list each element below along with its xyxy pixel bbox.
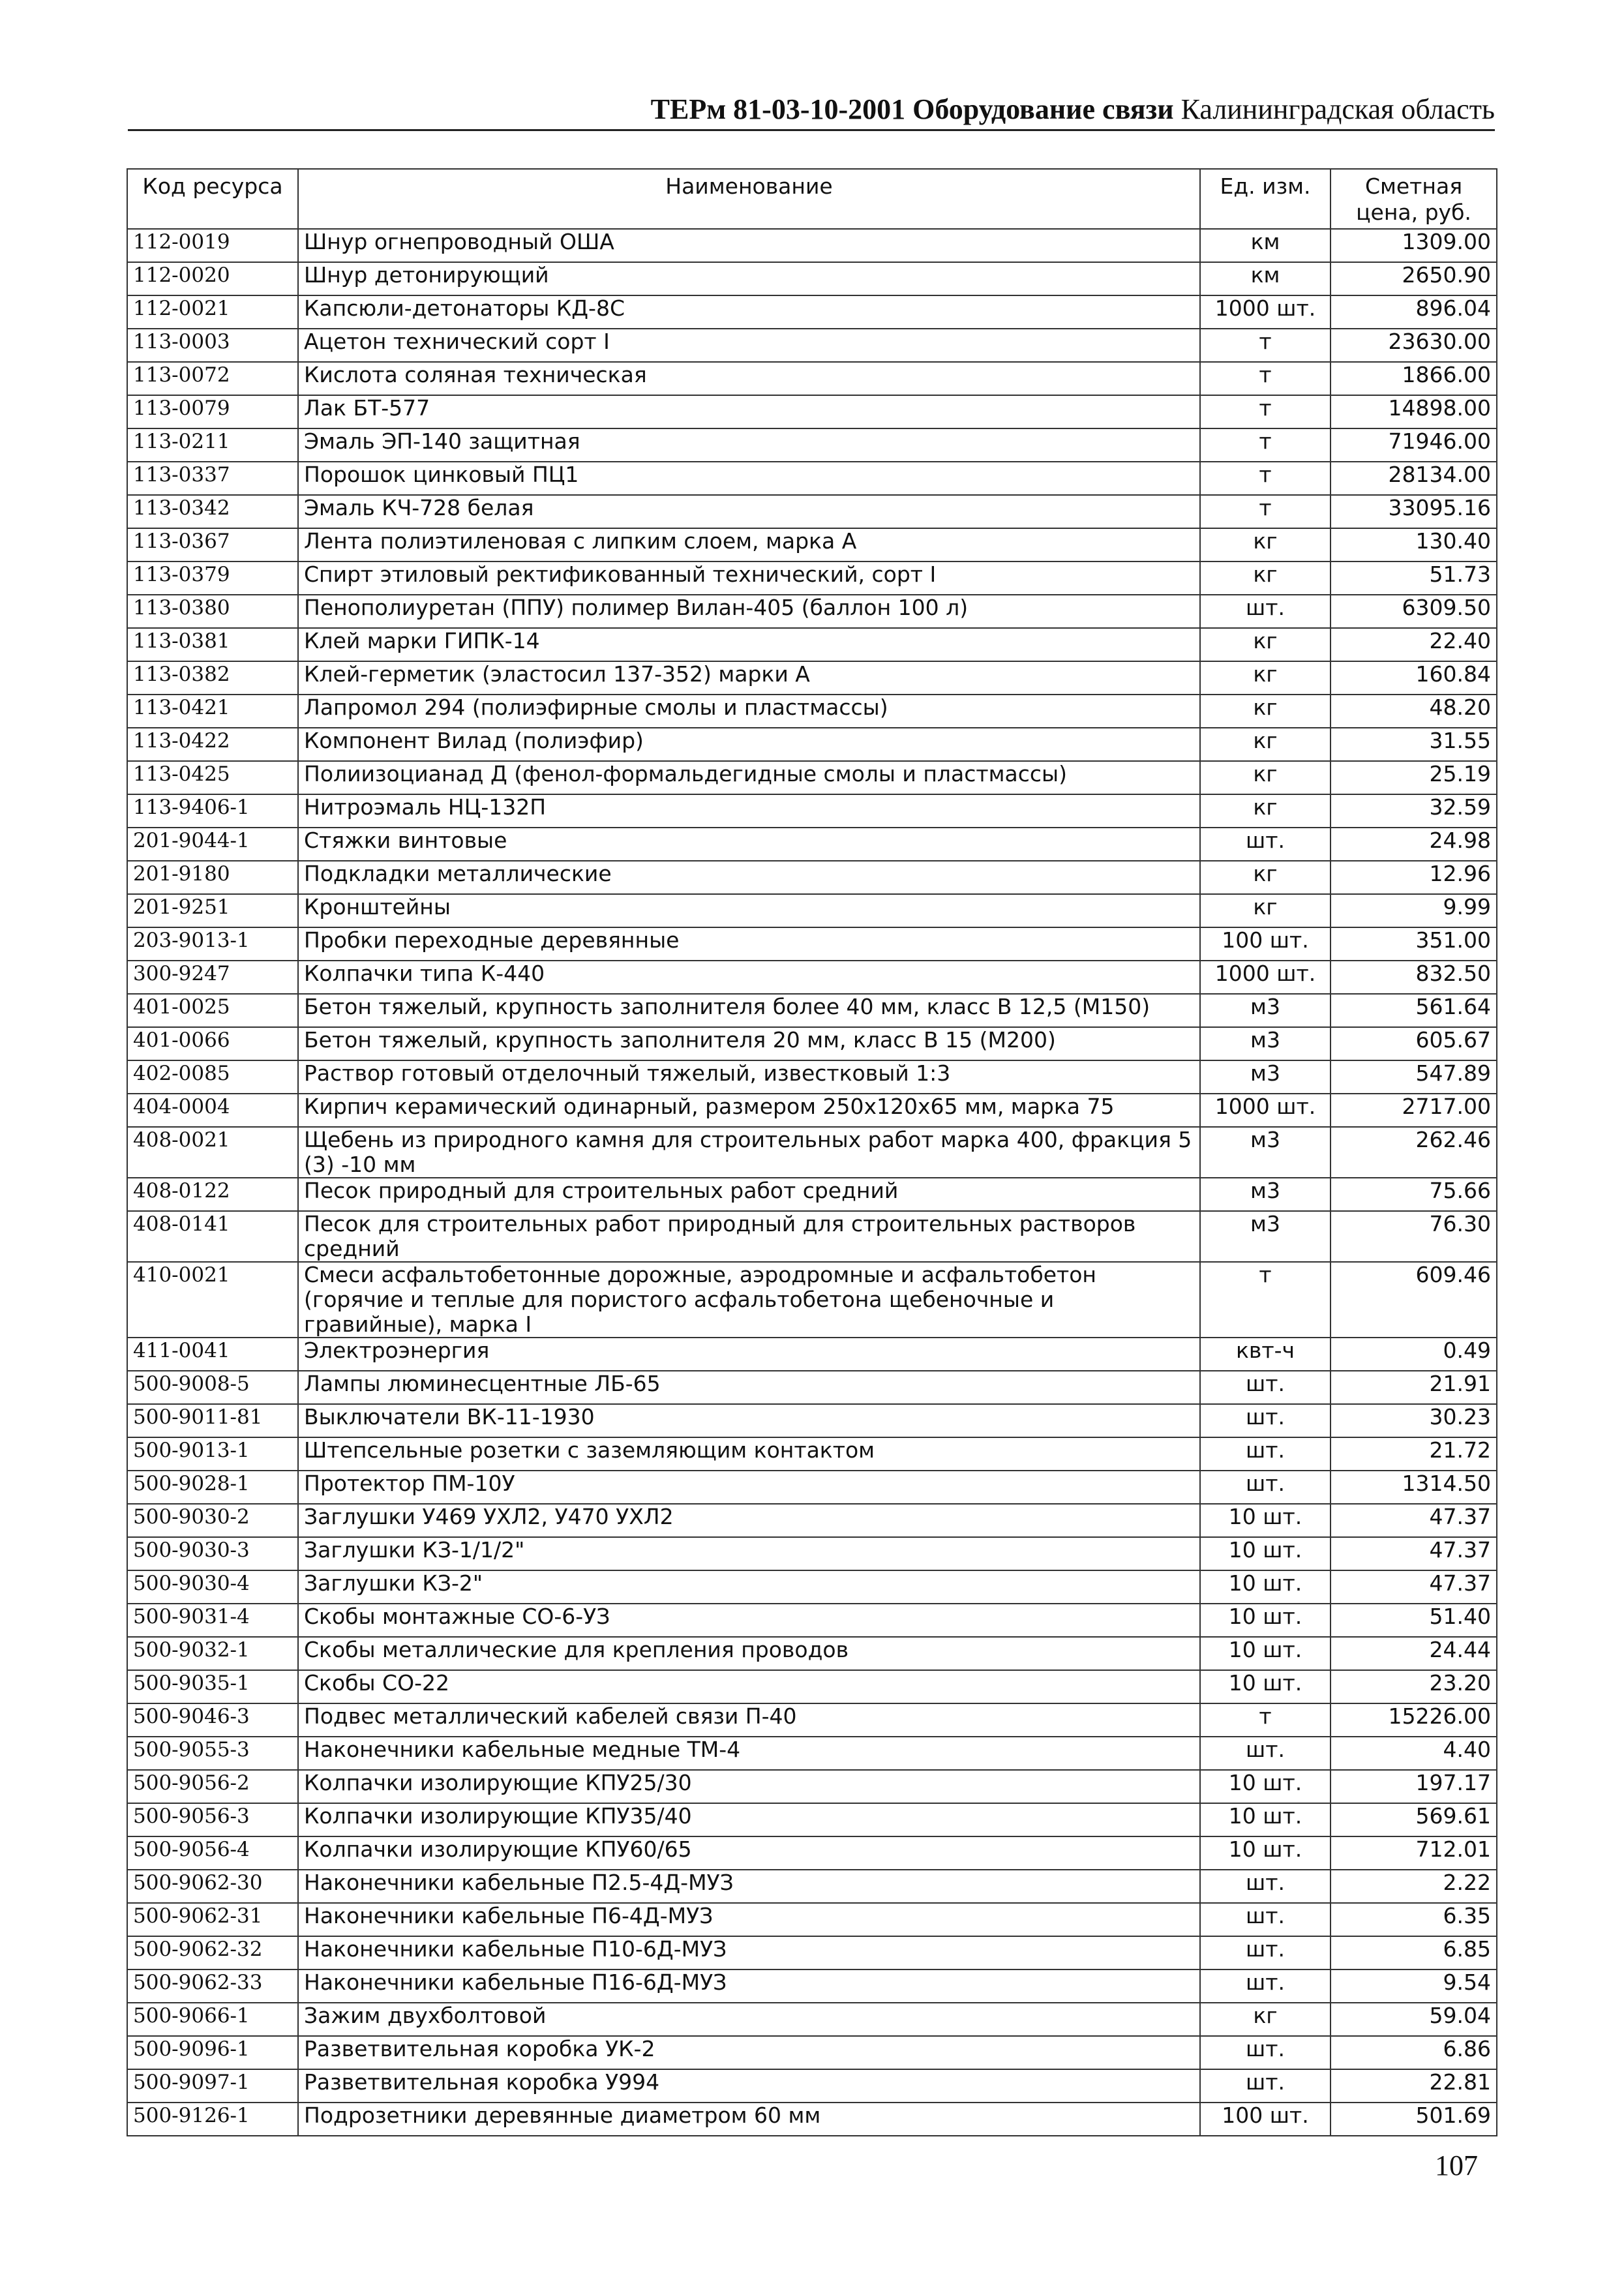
estimated-price: 22.81 [1331, 2069, 1497, 2103]
unit-of-measure: т [1200, 1703, 1331, 1737]
estimated-price: 6.86 [1331, 2036, 1497, 2069]
estimated-price: 15226.00 [1331, 1703, 1497, 1737]
estimated-price: 51.73 [1331, 562, 1497, 595]
resource-code: 500-9056-2 [127, 1770, 298, 1803]
estimated-price: 351.00 [1331, 927, 1497, 961]
resource-name: Подрозетники деревянные диаметром 60 мм [298, 2103, 1200, 2136]
resource-name: Наконечники кабельные медные ТМ-4 [298, 1737, 1200, 1770]
table-row [127, 2003, 1497, 2036]
unit-of-measure: шт. [1200, 1371, 1331, 1404]
unit-of-measure: 10 шт. [1200, 1504, 1331, 1537]
estimated-price: 262.46 [1331, 1127, 1497, 1178]
resource-code: 113-0003 [127, 329, 298, 362]
unit-of-measure: шт. [1200, 1870, 1331, 1903]
resource-name: Электроэнергия [298, 1338, 1200, 1371]
estimated-price: 197.17 [1331, 1770, 1497, 1803]
unit-of-measure: шт. [1200, 595, 1331, 628]
resource-code: 113-0342 [127, 495, 298, 528]
resource-name: Компонент Вилад (полиэфир) [298, 728, 1200, 761]
estimated-price: 22.40 [1331, 628, 1497, 661]
estimated-price: 2.22 [1331, 1870, 1497, 1903]
table-row [127, 861, 1497, 894]
table-row [127, 428, 1497, 462]
estimated-price: 896.04 [1331, 295, 1497, 329]
table-row [127, 1437, 1497, 1471]
resource-code: 113-0072 [127, 362, 298, 395]
unit-of-measure: кг [1200, 728, 1331, 761]
resource-name: Колпачки типа К-440 [298, 961, 1200, 994]
resource-name: Кирпич керамический одинарный, размером 250х120х65 мм, марка 75 [298, 1094, 1200, 1127]
unit-of-measure: кг [1200, 861, 1331, 894]
table-row [127, 1836, 1497, 1870]
estimated-price: 32.59 [1331, 794, 1497, 828]
estimated-price: 48.20 [1331, 695, 1497, 728]
unit-of-measure: м3 [1200, 1178, 1331, 1211]
table-row [127, 1127, 1497, 1178]
resource-code: 500-9030-4 [127, 1570, 298, 1604]
estimated-price: 47.37 [1331, 1537, 1497, 1570]
table-row [127, 628, 1497, 661]
estimated-price: 21.72 [1331, 1437, 1497, 1471]
resource-code: 201-9251 [127, 894, 298, 927]
resource-name: Стяжки винтовые [298, 828, 1200, 861]
resource-name: Смеси асфальтобетонные дорожные, аэродромные и асфальтобетон (горячие и теплые для пористого асфальтобетона щебеночные и гравийные), марка I [298, 1262, 1200, 1338]
unit-of-measure: 10 шт. [1200, 1604, 1331, 1637]
table-row [127, 329, 1497, 362]
resource-price-table [127, 168, 1497, 2136]
unit-of-measure: шт. [1200, 1969, 1331, 2003]
resource-name: Капсюли-детонаторы КД-8С [298, 295, 1200, 329]
unit-of-measure: 10 шт. [1200, 1670, 1331, 1703]
resource-name: Лампы люминесцентные ЛБ-65 [298, 1371, 1200, 1404]
table-header-row [127, 169, 1497, 229]
table-row [127, 495, 1497, 528]
header-rule [128, 129, 1495, 131]
table-row [127, 1404, 1497, 1437]
table-row [127, 1936, 1497, 1969]
resource-code: 201-9044-1 [127, 828, 298, 861]
resource-name: Подвес металлический кабелей связи П-40 [298, 1703, 1200, 1737]
resource-name: Ацетон технический сорт I [298, 329, 1200, 362]
resource-code: 500-9056-4 [127, 1836, 298, 1870]
resource-name: Скобы монтажные СО-6-УЗ [298, 1604, 1200, 1637]
table-row [127, 2103, 1497, 2136]
table-row [127, 595, 1497, 628]
resource-name: Шнур огнепроводный ОША [298, 229, 1200, 262]
estimated-price: 0.49 [1331, 1338, 1497, 1371]
unit-of-measure: квт-ч [1200, 1338, 1331, 1371]
table-row [127, 528, 1497, 562]
resource-name: Подкладки металлические [298, 861, 1200, 894]
unit-of-measure: кг [1200, 695, 1331, 728]
resource-code: 500-9031-4 [127, 1604, 298, 1637]
estimated-price: 9.54 [1331, 1969, 1497, 2003]
estimated-price: 23.20 [1331, 1670, 1497, 1703]
estimated-price: 47.37 [1331, 1504, 1497, 1537]
resource-code: 500-9011-81 [127, 1404, 298, 1437]
resource-code: 408-0122 [127, 1178, 298, 1211]
resource-name: Зажим двухболтовой [298, 2003, 1200, 2036]
estimated-price: 24.98 [1331, 828, 1497, 861]
estimated-price: 6.85 [1331, 1936, 1497, 1969]
unit-of-measure: 100 шт. [1200, 927, 1331, 961]
resource-name: Колпачки изолирующие КПУ35/40 [298, 1803, 1200, 1836]
unit-of-measure: т [1200, 395, 1331, 428]
resource-code: 500-9035-1 [127, 1670, 298, 1703]
estimated-price: 6.35 [1331, 1903, 1497, 1936]
table-row [127, 1570, 1497, 1604]
unit-of-measure: кг [1200, 562, 1331, 595]
estimated-price: 561.64 [1331, 994, 1497, 1027]
resource-name: Раствор готовый отделочный тяжелый, известковый 1:3 [298, 1060, 1200, 1094]
unit-of-measure: т [1200, 428, 1331, 462]
page-number: 107 [1435, 2149, 1478, 2181]
estimated-price: 33095.16 [1331, 495, 1497, 528]
unit-of-measure: км [1200, 262, 1331, 295]
table-row [127, 1178, 1497, 1211]
estimated-price: 130.40 [1331, 528, 1497, 562]
resource-name: Скобы СО-22 [298, 1670, 1200, 1703]
table-row [127, 927, 1497, 961]
resource-name: Разветвительная коробка У994 [298, 2069, 1200, 2103]
table-row [127, 2069, 1497, 2103]
unit-of-measure: т [1200, 495, 1331, 528]
estimated-price: 547.89 [1331, 1060, 1497, 1094]
table-row [127, 1604, 1497, 1637]
unit-of-measure: кг [1200, 528, 1331, 562]
resource-name: Наконечники кабельные П16-6Д-МУЗ [298, 1969, 1200, 2003]
resource-code: 113-0379 [127, 562, 298, 595]
estimated-price: 47.37 [1331, 1570, 1497, 1604]
resource-name: Песок природный для строительных работ средний [298, 1178, 1200, 1211]
resource-name: Наконечники кабельные П6-4Д-МУЗ [298, 1903, 1200, 1936]
resource-code: 112-0020 [127, 262, 298, 295]
resource-code: 500-9066-1 [127, 2003, 298, 2036]
unit-of-measure: кг [1200, 761, 1331, 794]
resource-code: 113-0381 [127, 628, 298, 661]
table-row [127, 1903, 1497, 1936]
unit-of-measure: шт. [1200, 1903, 1331, 1936]
unit-of-measure: м3 [1200, 1060, 1331, 1094]
unit-of-measure: шт. [1200, 2069, 1331, 2103]
table-row [127, 1670, 1497, 1703]
resource-code: 112-0021 [127, 295, 298, 329]
column-header-code: Код ресурса [127, 169, 298, 229]
estimated-price: 1866.00 [1331, 362, 1497, 395]
resource-code: 500-9062-33 [127, 1969, 298, 2003]
resource-code: 500-9096-1 [127, 2036, 298, 2069]
table-row [127, 961, 1497, 994]
estimated-price: 23630.00 [1331, 329, 1497, 362]
resource-code: 500-9030-3 [127, 1537, 298, 1570]
resource-name: Кронштейны [298, 894, 1200, 927]
estimated-price: 14898.00 [1331, 395, 1497, 428]
resource-code: 113-0367 [127, 528, 298, 562]
estimated-price: 24.44 [1331, 1637, 1497, 1670]
estimated-price: 6309.50 [1331, 595, 1497, 628]
estimated-price: 9.99 [1331, 894, 1497, 927]
table-row [127, 2036, 1497, 2069]
resource-name: Наконечники кабельные П2.5-4Д-МУЗ [298, 1870, 1200, 1903]
page-header [128, 91, 1495, 128]
resource-code: 112-0019 [127, 229, 298, 262]
estimated-price: 1309.00 [1331, 229, 1497, 262]
estimated-price: 2717.00 [1331, 1094, 1497, 1127]
table-row [127, 1094, 1497, 1127]
unit-of-measure: т [1200, 362, 1331, 395]
resource-name: Штепсельные розетки с заземляющим контактом [298, 1437, 1200, 1471]
estimated-price: 4.40 [1331, 1737, 1497, 1770]
estimated-price: 605.67 [1331, 1027, 1497, 1060]
estimated-price: 51.40 [1331, 1604, 1497, 1637]
resource-code: 113-0421 [127, 695, 298, 728]
unit-of-measure: м3 [1200, 1211, 1331, 1262]
estimated-price: 59.04 [1331, 2003, 1497, 2036]
resource-name: Пробки переходные деревянные [298, 927, 1200, 961]
resource-code: 203-9013-1 [127, 927, 298, 961]
resource-code: 113-0211 [127, 428, 298, 462]
table-row [127, 1471, 1497, 1504]
unit-of-measure: шт. [1200, 828, 1331, 861]
estimated-price: 75.66 [1331, 1178, 1497, 1211]
estimated-price: 12.96 [1331, 861, 1497, 894]
resource-code: 500-9030-2 [127, 1504, 298, 1537]
table-row [127, 1870, 1497, 1903]
table-row [127, 1211, 1497, 1262]
unit-of-measure: м3 [1200, 1027, 1331, 1060]
resource-code: 113-0422 [127, 728, 298, 761]
resource-code: 113-9406-1 [127, 794, 298, 828]
column-header-price: Сметная цена, руб. [1331, 169, 1497, 229]
resource-code: 500-9055-3 [127, 1737, 298, 1770]
resource-name: Полиизоцианад Д (фенол-формальдегидные смолы и пластмассы) [298, 761, 1200, 794]
table-row [127, 1262, 1497, 1338]
resource-name: Пенополиуретан (ППУ) полимер Вилан-405 (баллон 100 л) [298, 595, 1200, 628]
table-row [127, 1537, 1497, 1570]
resource-code: 500-9056-3 [127, 1803, 298, 1836]
unit-of-measure: т [1200, 462, 1331, 495]
resource-name: Порошок цинковый ПЦ1 [298, 462, 1200, 495]
resource-code: 500-9028-1 [127, 1471, 298, 1504]
unit-of-measure: шт. [1200, 2036, 1331, 2069]
resource-code: 201-9180 [127, 861, 298, 894]
unit-of-measure: м3 [1200, 994, 1331, 1027]
resource-name: Лак БТ-577 [298, 395, 1200, 428]
resource-name: Клей-герметик (эластосил 137-352) марки А [298, 661, 1200, 695]
estimated-price: 1314.50 [1331, 1471, 1497, 1504]
resource-name: Бетон тяжелый, крупность заполнителя 20 мм, класс В 15 (М200) [298, 1027, 1200, 1060]
unit-of-measure: 10 шт. [1200, 1803, 1331, 1836]
resource-name: Щебень из природного камня для строительных работ марка 400, фракция 5 (3) -10 мм [298, 1127, 1200, 1178]
estimated-price: 569.61 [1331, 1803, 1497, 1836]
resource-name: Нитроэмаль НЦ-132П [298, 794, 1200, 828]
table-row [127, 794, 1497, 828]
resource-code: 113-0382 [127, 661, 298, 695]
estimated-price: 28134.00 [1331, 462, 1497, 495]
estimated-price: 2650.90 [1331, 262, 1497, 295]
resource-code: 500-9062-31 [127, 1903, 298, 1936]
resource-code: 113-0380 [127, 595, 298, 628]
estimated-price: 25.19 [1331, 761, 1497, 794]
table-row [127, 661, 1497, 695]
table-row [127, 761, 1497, 794]
table-row [127, 994, 1497, 1027]
table-row [127, 462, 1497, 495]
column-header-unit: Ед. изм. [1200, 169, 1331, 229]
resource-name: Колпачки изолирующие КПУ25/30 [298, 1770, 1200, 1803]
resource-name: Эмаль ЭП-140 защитная [298, 428, 1200, 462]
estimated-price: 21.91 [1331, 1371, 1497, 1404]
unit-of-measure: 100 шт. [1200, 2103, 1331, 2136]
resource-name: Скобы металлические для крепления проводов [298, 1637, 1200, 1670]
table-body [127, 229, 1497, 2136]
table-row [127, 1371, 1497, 1404]
table-row [127, 1737, 1497, 1770]
unit-of-measure: 10 шт. [1200, 1570, 1331, 1604]
table-row [127, 395, 1497, 428]
resource-name: Разветвительная коробка УК-2 [298, 2036, 1200, 2069]
resource-code: 500-9008-5 [127, 1371, 298, 1404]
resource-code: 300-9247 [127, 961, 298, 994]
estimated-price: 30.23 [1331, 1404, 1497, 1437]
table-row [127, 362, 1497, 395]
resource-name: Лапромол 294 (полиэфирные смолы и пластмассы) [298, 695, 1200, 728]
table-row [127, 1338, 1497, 1371]
resource-code: 500-9046-3 [127, 1703, 298, 1737]
resource-code: 500-9032-1 [127, 1637, 298, 1670]
table-row [127, 728, 1497, 761]
document-code: ТЕРм 81-03-10-2001 Оборудование связи [650, 93, 1174, 125]
unit-of-measure: км [1200, 229, 1331, 262]
resource-name: Эмаль КЧ-728 белая [298, 495, 1200, 528]
unit-of-measure: 1000 шт. [1200, 961, 1331, 994]
unit-of-measure: 1000 шт. [1200, 1094, 1331, 1127]
resource-code: 401-0025 [127, 994, 298, 1027]
resource-name: Лента полиэтиленовая с липким слоем, марка А [298, 528, 1200, 562]
resource-code: 401-0066 [127, 1027, 298, 1060]
resource-name: Спирт этиловый ректификованный технический, сорт I [298, 562, 1200, 595]
estimated-price: 76.30 [1331, 1211, 1497, 1262]
unit-of-measure: кг [1200, 2003, 1331, 2036]
estimated-price: 501.69 [1331, 2103, 1497, 2136]
unit-of-measure: т [1200, 1262, 1331, 1338]
unit-of-measure: шт. [1200, 1437, 1331, 1471]
unit-of-measure: 10 шт. [1200, 1836, 1331, 1870]
resource-code: 113-0337 [127, 462, 298, 495]
resource-code: 404-0004 [127, 1094, 298, 1127]
resource-code: 408-0021 [127, 1127, 298, 1178]
resource-code: 500-9062-32 [127, 1936, 298, 1969]
resource-code: 113-0425 [127, 761, 298, 794]
table-row [127, 828, 1497, 861]
resource-code: 500-9097-1 [127, 2069, 298, 2103]
unit-of-measure: кг [1200, 628, 1331, 661]
estimated-price: 160.84 [1331, 661, 1497, 695]
unit-of-measure: шт. [1200, 1737, 1331, 1770]
resource-name: Протектор ПМ-10У [298, 1471, 1200, 1504]
table-row [127, 1703, 1497, 1737]
unit-of-measure: шт. [1200, 1404, 1331, 1437]
unit-of-measure: 10 шт. [1200, 1637, 1331, 1670]
estimated-price: 609.46 [1331, 1262, 1497, 1338]
unit-of-measure: кг [1200, 894, 1331, 927]
table-row [127, 1803, 1497, 1836]
resource-code: 500-9126-1 [127, 2103, 298, 2136]
unit-of-measure: кг [1200, 794, 1331, 828]
table-row [127, 1770, 1497, 1803]
table-row [127, 695, 1497, 728]
unit-of-measure: 1000 шт. [1200, 295, 1331, 329]
estimated-price: 712.01 [1331, 1836, 1497, 1870]
unit-of-measure: кг [1200, 661, 1331, 695]
resource-name: Клей марки ГИПК-14 [298, 628, 1200, 661]
resource-name: Кислота соляная техническая [298, 362, 1200, 395]
resource-name: Бетон тяжелый, крупность заполнителя более 40 мм, класс В 12,5 (М150) [298, 994, 1200, 1027]
resource-code: 411-0041 [127, 1338, 298, 1371]
table-row [127, 262, 1497, 295]
unit-of-measure: т [1200, 329, 1331, 362]
unit-of-measure: шт. [1200, 1471, 1331, 1504]
table-row [127, 562, 1497, 595]
table-row [127, 894, 1497, 927]
unit-of-measure: 10 шт. [1200, 1537, 1331, 1570]
table-row [127, 1637, 1497, 1670]
resource-name: Заглушки У469 УХЛ2, У470 УХЛ2 [298, 1504, 1200, 1537]
column-header-name: Наименование [298, 169, 1200, 229]
resource-code: 402-0085 [127, 1060, 298, 1094]
unit-of-measure: м3 [1200, 1127, 1331, 1178]
table-row [127, 1969, 1497, 2003]
resource-name: Колпачки изолирующие КПУ60/65 [298, 1836, 1200, 1870]
resource-name: Выключатели ВК-11-1930 [298, 1404, 1200, 1437]
resource-code: 500-9013-1 [127, 1437, 298, 1471]
region-name: Калининградская область [1180, 93, 1495, 125]
estimated-price: 832.50 [1331, 961, 1497, 994]
resource-code: 500-9062-30 [127, 1870, 298, 1903]
resource-name: Песок для строительных работ природный для строительных растворов средний [298, 1211, 1200, 1262]
table-row [127, 229, 1497, 262]
resource-code: 113-0079 [127, 395, 298, 428]
resource-name: Наконечники кабельные П10-6Д-МУЗ [298, 1936, 1200, 1969]
table-row [127, 1504, 1497, 1537]
resource-name: Заглушки КЗ-2" [298, 1570, 1200, 1604]
resource-code: 410-0021 [127, 1262, 298, 1338]
unit-of-measure: 10 шт. [1200, 1770, 1331, 1803]
estimated-price: 31.55 [1331, 728, 1497, 761]
unit-of-measure: шт. [1200, 1936, 1331, 1969]
resource-code: 408-0141 [127, 1211, 298, 1262]
estimated-price: 71946.00 [1331, 428, 1497, 462]
resource-name: Заглушки КЗ-1/1/2" [298, 1537, 1200, 1570]
table-row [127, 1027, 1497, 1060]
table-row [127, 295, 1497, 329]
resource-name: Шнур детонирующий [298, 262, 1200, 295]
table-row [127, 1060, 1497, 1094]
